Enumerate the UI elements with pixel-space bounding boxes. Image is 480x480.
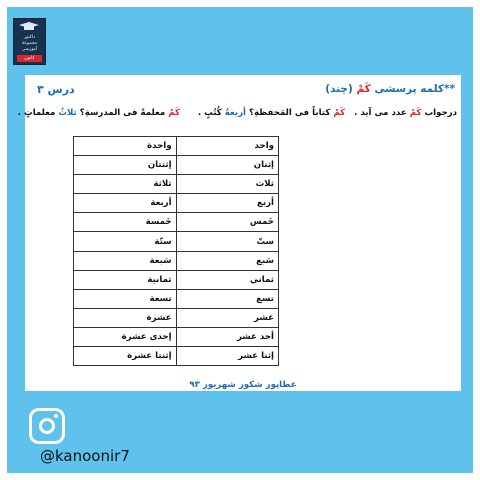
masculine-number-cell: عشر xyxy=(176,308,278,327)
instagram-dot-shape xyxy=(54,414,58,418)
author-credit: عطاپور شکور شهریور ۹۳ xyxy=(189,380,297,390)
worksheet-title xyxy=(325,83,455,95)
feminine-number-cell: ثلاثة xyxy=(74,175,177,194)
table-row xyxy=(74,308,279,327)
table-row xyxy=(74,137,279,156)
explanation-line xyxy=(17,108,457,118)
worksheet xyxy=(17,75,461,391)
feminine-number-cell: ستّة xyxy=(74,232,177,251)
explain-part: معلماتٍ . xyxy=(17,108,56,118)
worksheet-header xyxy=(25,83,461,99)
table-row xyxy=(74,156,279,175)
masculine-number-cell: ستّ xyxy=(176,232,278,251)
masculine-number-cell: خَمس xyxy=(176,213,278,232)
table-row xyxy=(74,213,279,232)
table-row xyxy=(74,289,279,308)
masculine-number-cell: ثماني xyxy=(176,270,278,289)
table-row xyxy=(74,251,279,270)
title-suffix: (چند) xyxy=(325,83,353,95)
brand-logo xyxy=(13,18,46,65)
feminine-number-cell: ثمانية xyxy=(74,270,177,289)
numbers-table-body xyxy=(74,137,279,366)
masculine-number-cell: إثنان xyxy=(176,156,278,175)
logo-line-2: مجموعۀ xyxy=(21,41,38,46)
explain-part: معلمةً فی المدرسةِ؟ xyxy=(79,108,166,118)
masculine-number-cell: تسع xyxy=(176,289,278,308)
table-row xyxy=(74,327,279,346)
masculine-number-cell: سَبع xyxy=(176,251,278,270)
feminine-number-cell: أربعة xyxy=(74,194,177,213)
feminine-number-cell: إثنتا عشرة xyxy=(74,347,177,366)
explain-part: كُتُبٍ . xyxy=(197,108,222,118)
instagram-icon[interactable] xyxy=(29,408,65,444)
explain-keyword: كَمْ xyxy=(409,108,422,118)
numbers-table xyxy=(73,136,279,366)
title-keyword: كَمْ xyxy=(356,83,371,95)
masculine-number-cell: أربع xyxy=(176,194,278,213)
table-row xyxy=(74,232,279,251)
logo-line-3: آموزشی xyxy=(21,47,38,52)
table-row xyxy=(74,194,279,213)
feminine-number-cell: عشرة xyxy=(74,308,177,327)
post-frame xyxy=(7,7,473,473)
masculine-number-cell: واحد xyxy=(176,137,278,156)
instagram-lens-shape xyxy=(39,418,55,434)
graduation-cap-icon xyxy=(19,22,39,31)
logo-line-1: داکتور xyxy=(23,35,36,40)
masculine-number-cell: إثنا عشر xyxy=(176,347,278,366)
lesson-number: درس ۳ xyxy=(37,83,75,96)
explain-part: كتاباً فی المَحفظةِ؟ xyxy=(248,108,331,118)
explain-answer: ثلاثُ xyxy=(58,108,77,118)
explain-keyword: كَمْ xyxy=(168,108,180,118)
feminine-number-cell: إحدی عشرة xyxy=(74,327,177,346)
logo-badge: کانون xyxy=(17,55,42,62)
feminine-number-cell: إثنتان xyxy=(74,156,177,175)
table-row xyxy=(74,347,279,366)
feminine-number-cell: واحدة xyxy=(74,137,177,156)
title-prefix: **کلمه پرسشی xyxy=(374,83,455,95)
explain-keyword: كَمْ xyxy=(333,108,346,118)
explain-part: عدد می آید . xyxy=(354,108,407,118)
table-row xyxy=(74,175,279,194)
feminine-number-cell: تسعة xyxy=(74,289,177,308)
explain-part: درجواب xyxy=(424,108,457,118)
instagram-handle[interactable]: @kanoonir7 xyxy=(40,447,130,465)
feminine-number-cell: سَبعة xyxy=(74,251,177,270)
masculine-number-cell: ثلاث xyxy=(176,175,278,194)
explain-answer: أربعةُ xyxy=(224,108,246,118)
feminine-number-cell: خَمسة xyxy=(74,213,177,232)
masculine-number-cell: أحد عشر xyxy=(176,327,278,346)
table-row xyxy=(74,270,279,289)
